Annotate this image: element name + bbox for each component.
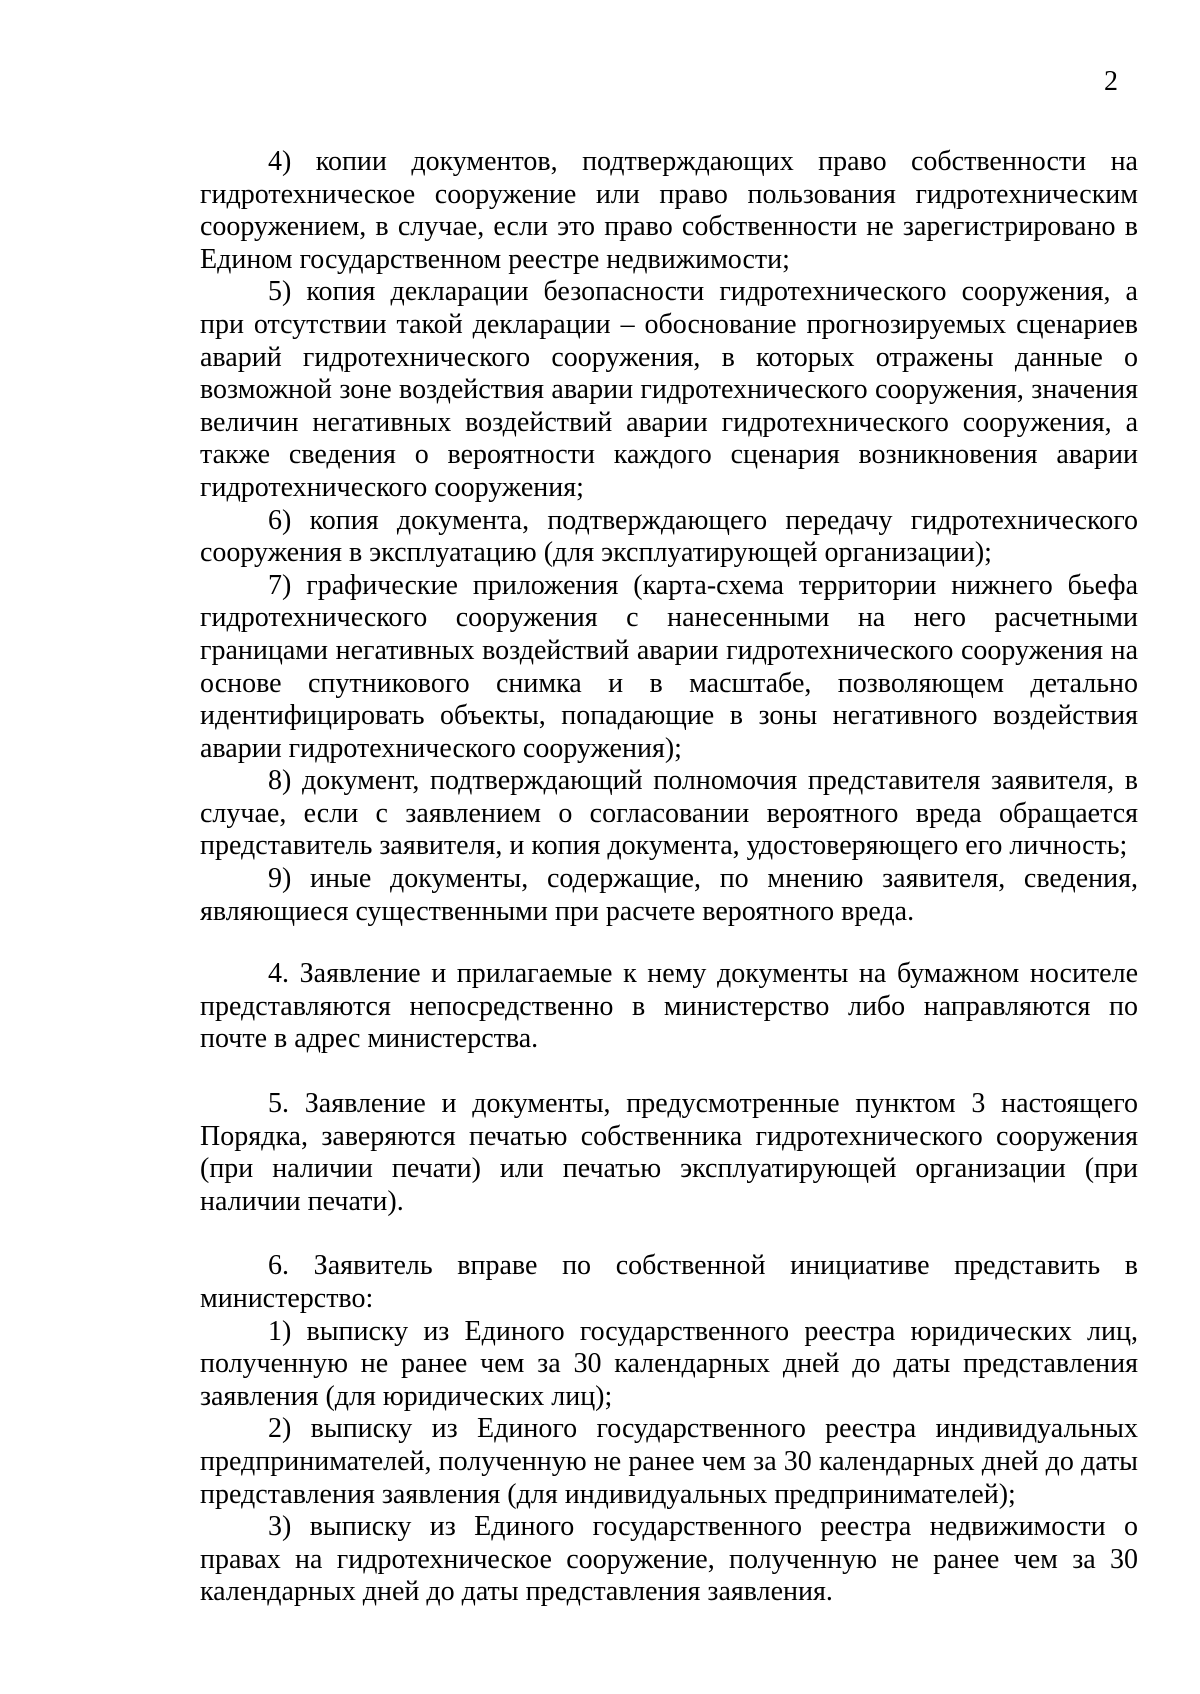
list-item-8-representative-authority: 8) документ, подтверждающий полномочия представителя заявителя, в случае, если с заявлением о согласовании вероятного вреда обращается представитель заявителя, и копия документа, удостоверяющего его личность; — [200, 765, 1138, 862]
clause-6-own-initiative: 6. Заявитель вправе по собственной инициативе представить в министерство: — [200, 1250, 1138, 1314]
document-body — [200, 146, 1138, 1609]
sub-item-2-entrepreneurs-extract: 2) выписку из Единого государственного реестра индивидуальных предпринимателей, полученную не ранее чем за 30 календарных дней до даты представления заявления (для индивидуальных предпринимателей); — [200, 1413, 1138, 1510]
list-item-5-safety-declaration: 5) копия декларации безопасности гидротехнического сооружения, а при отсутствии такой декларации – обоснование прогнозируемых сценариев аварий гидротехнического сооружения, в которых отражены данные о возможной зоне воздействия аварии гидротехнического сооружения, значения величин негативных воздействий аварии гидротехнического сооружения, а также сведения о вероятности каждого сценария возникновения аварии гидротехнического сооружения; — [200, 276, 1138, 503]
page-number: 2 — [1104, 66, 1118, 97]
sub-item-1-legal-entities-extract: 1) выписку из Единого государственного реестра юридических лиц, полученную не ранее чем за 30 календарных дней до даты представления заявления (для юридических лиц); — [200, 1315, 1138, 1412]
sub-item-3-real-estate-extract: 3) выписку из Единого государственного реестра недвижимости о правах на гидротехническое сооружение, полученную не ранее чем за 30 календарных дней до даты представления заявления. — [200, 1511, 1138, 1608]
list-item-7-graphic-appendices: 7) графические приложения (карта-схема территории нижнего бьефа гидротехнического сооружения с нанесенными на него расчетными границами негативных воздействий аварии гидротехнического сооружения на основе спутникового снимка и в масштабе, позволяющем детально идентифицировать объекты, попадающие в зоны негативного воздействия аварии гидротехнического сооружения); — [200, 569, 1138, 764]
list-item-6-commissioning-document: 6) копия документа, подтверждающего передачу гидротехнического сооружения в эксплуатацию (для эксплуатирующей организации); — [200, 504, 1138, 569]
list-item-4-ownership-documents: 4) копии документов, подтверждающих право собственности на гидротехническое сооружение или право пользования гидротехническим сооружением, в случае, если это право собственности не зарегистрировано в Едином государственном реестре недвижимости; — [200, 146, 1138, 275]
clause-4-submission: 4. Заявление и прилагаемые к нему документы на бумажном носителе представляются непосредственно в министерство либо направляются по почте в адрес министерства. — [200, 958, 1138, 1055]
list-item-9-other-documents: 9) иные документы, содержащие, по мнению заявителя, сведения, являющиеся существенными при расчете вероятного вреда. — [200, 863, 1138, 927]
clause-5-seal: 5. Заявление и документы, предусмотренные пунктом 3 настоящего Порядка, заверяются печатью собственника гидротехнического сооружения (при наличии печати) или печатью эксплуатирующей организации (при наличии печати). — [200, 1088, 1138, 1217]
